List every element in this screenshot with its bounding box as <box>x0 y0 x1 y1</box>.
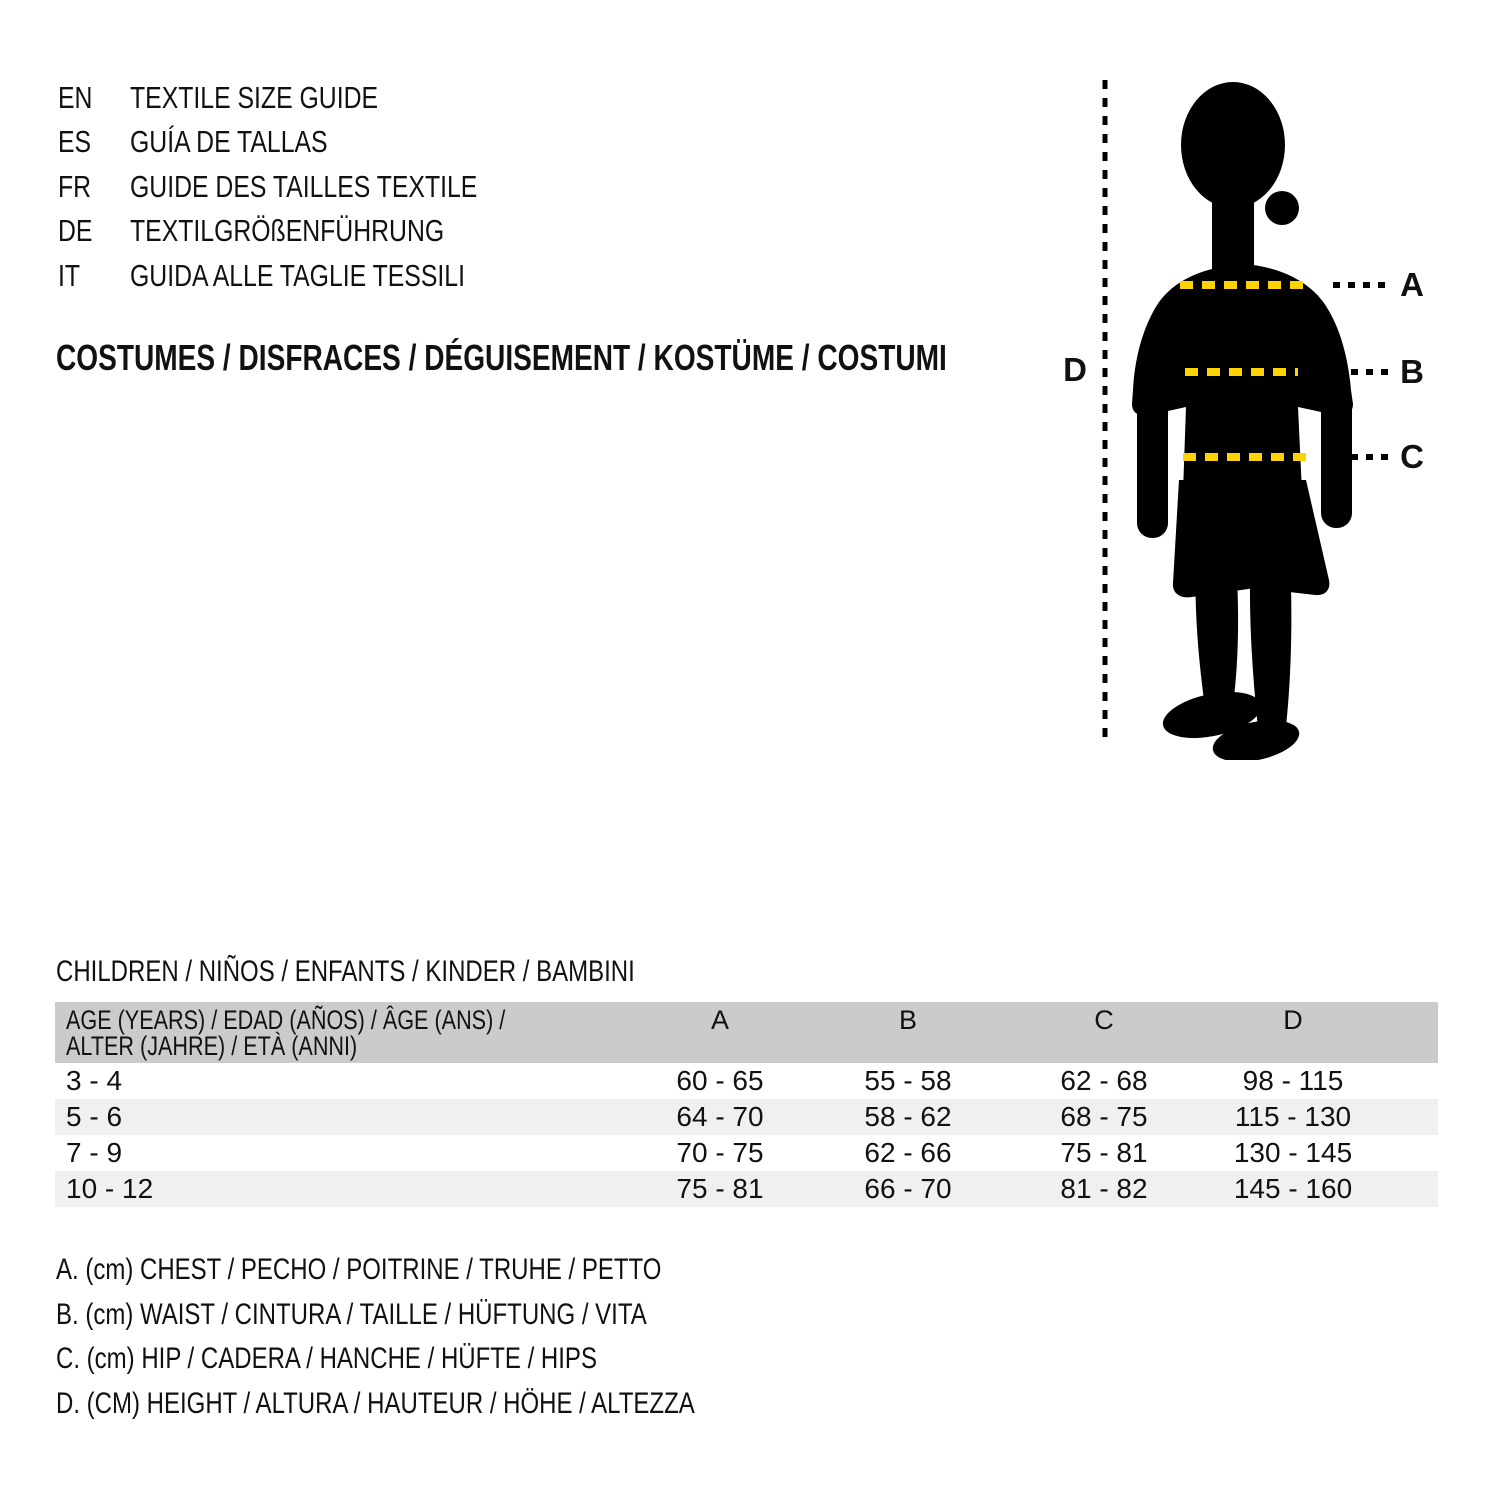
column-header-b: B <box>898 1005 917 1035</box>
hip-cell: 75 - 81 <box>1060 1137 1148 1168</box>
age-cell: 3 - 4 <box>66 1065 123 1096</box>
chest-cell: 60 - 65 <box>676 1065 764 1096</box>
column-header-a: A <box>710 1005 729 1035</box>
hip-label-c: C <box>1400 438 1424 475</box>
chest-cell: 64 - 70 <box>676 1101 764 1132</box>
chest-cell: 70 - 75 <box>676 1137 764 1168</box>
lang-code-de: DE <box>58 213 93 248</box>
waist-cell: 66 - 70 <box>864 1173 952 1204</box>
age-column-header: AGE (YEARS) / EDAD (AÑOS) / ÂGE (ANS) / ALTER (JAHRE) / ETÀ (ANNI) <box>66 1005 506 1061</box>
legend-chest: A. (cm) CHEST / PECHO / POITRINE / TRUHE / PETTO <box>56 1253 662 1286</box>
lang-code-es: ES <box>58 124 92 159</box>
lang-code-en: EN <box>58 80 93 115</box>
height-cell: 145 - 160 <box>1233 1173 1353 1204</box>
lang-label-fr: GUIDE DES TAILLES TEXTILE <box>130 169 478 204</box>
section-title-children: CHILDREN / NIÑOS / ENFANTS / KINDER / BAMBINI <box>56 955 635 988</box>
height-cell: 115 - 130 <box>1234 1101 1352 1132</box>
lang-label-es: GUÍA DE TALLAS <box>130 124 328 159</box>
chest-label-a: A <box>1400 266 1424 303</box>
waist-cell: 55 - 58 <box>864 1065 952 1096</box>
age-cell: 10 - 12 <box>66 1173 154 1204</box>
legend-height: D. (CM) HEIGHT / ALTURA / HAUTEUR / HÖHE / ALTEZZA <box>56 1387 695 1420</box>
waist-cell: 58 - 62 <box>864 1101 952 1132</box>
height-cell: 98 - 115 <box>1242 1065 1344 1096</box>
hip-cell: 62 - 68 <box>1060 1065 1148 1096</box>
child-silhouette-diagram <box>1040 60 1460 760</box>
lang-code-it: IT <box>58 258 81 293</box>
height-label-d: D <box>1063 351 1087 388</box>
age-cell: 5 - 6 <box>66 1101 123 1132</box>
column-header-d: D <box>1283 1005 1303 1035</box>
lang-label-it: GUIDA ALLE TAGLIE TESSILI <box>130 258 465 293</box>
table-row <box>55 1135 1438 1171</box>
age-cell: 7 - 9 <box>66 1137 123 1168</box>
legend-hip: C. (cm) HIP / CADERA / HANCHE / HÜFTE / HIPS <box>56 1342 597 1375</box>
table-row <box>55 1099 1438 1135</box>
waist-label-b: B <box>1400 353 1424 390</box>
category-headline: COSTUMES / DISFRACES / DÉGUISEMENT / KOSTÜME / COSTUMI <box>56 337 947 378</box>
lang-label-en: TEXTILE SIZE GUIDE <box>130 80 379 115</box>
size-table-header <box>55 1002 1438 1063</box>
lang-code-fr: FR <box>58 169 92 204</box>
waist-cell: 62 - 66 <box>864 1137 952 1168</box>
table-row <box>55 1171 1438 1207</box>
legend-waist: B. (cm) WAIST / CINTURA / TAILLE / HÜFTUNG / VITA <box>56 1298 647 1331</box>
hip-cell: 81 - 82 <box>1060 1173 1148 1204</box>
size-table <box>55 1002 1438 1207</box>
chest-cell: 75 - 81 <box>676 1173 764 1204</box>
height-cell: 130 - 145 <box>1233 1137 1353 1168</box>
lang-label-de: TEXTILGRÖßENFÜHRUNG <box>130 213 445 248</box>
column-header-c: C <box>1094 1005 1114 1035</box>
table-row <box>55 1063 1438 1099</box>
child-silhouette <box>1132 82 1353 760</box>
hip-cell: 68 - 75 <box>1060 1101 1148 1132</box>
